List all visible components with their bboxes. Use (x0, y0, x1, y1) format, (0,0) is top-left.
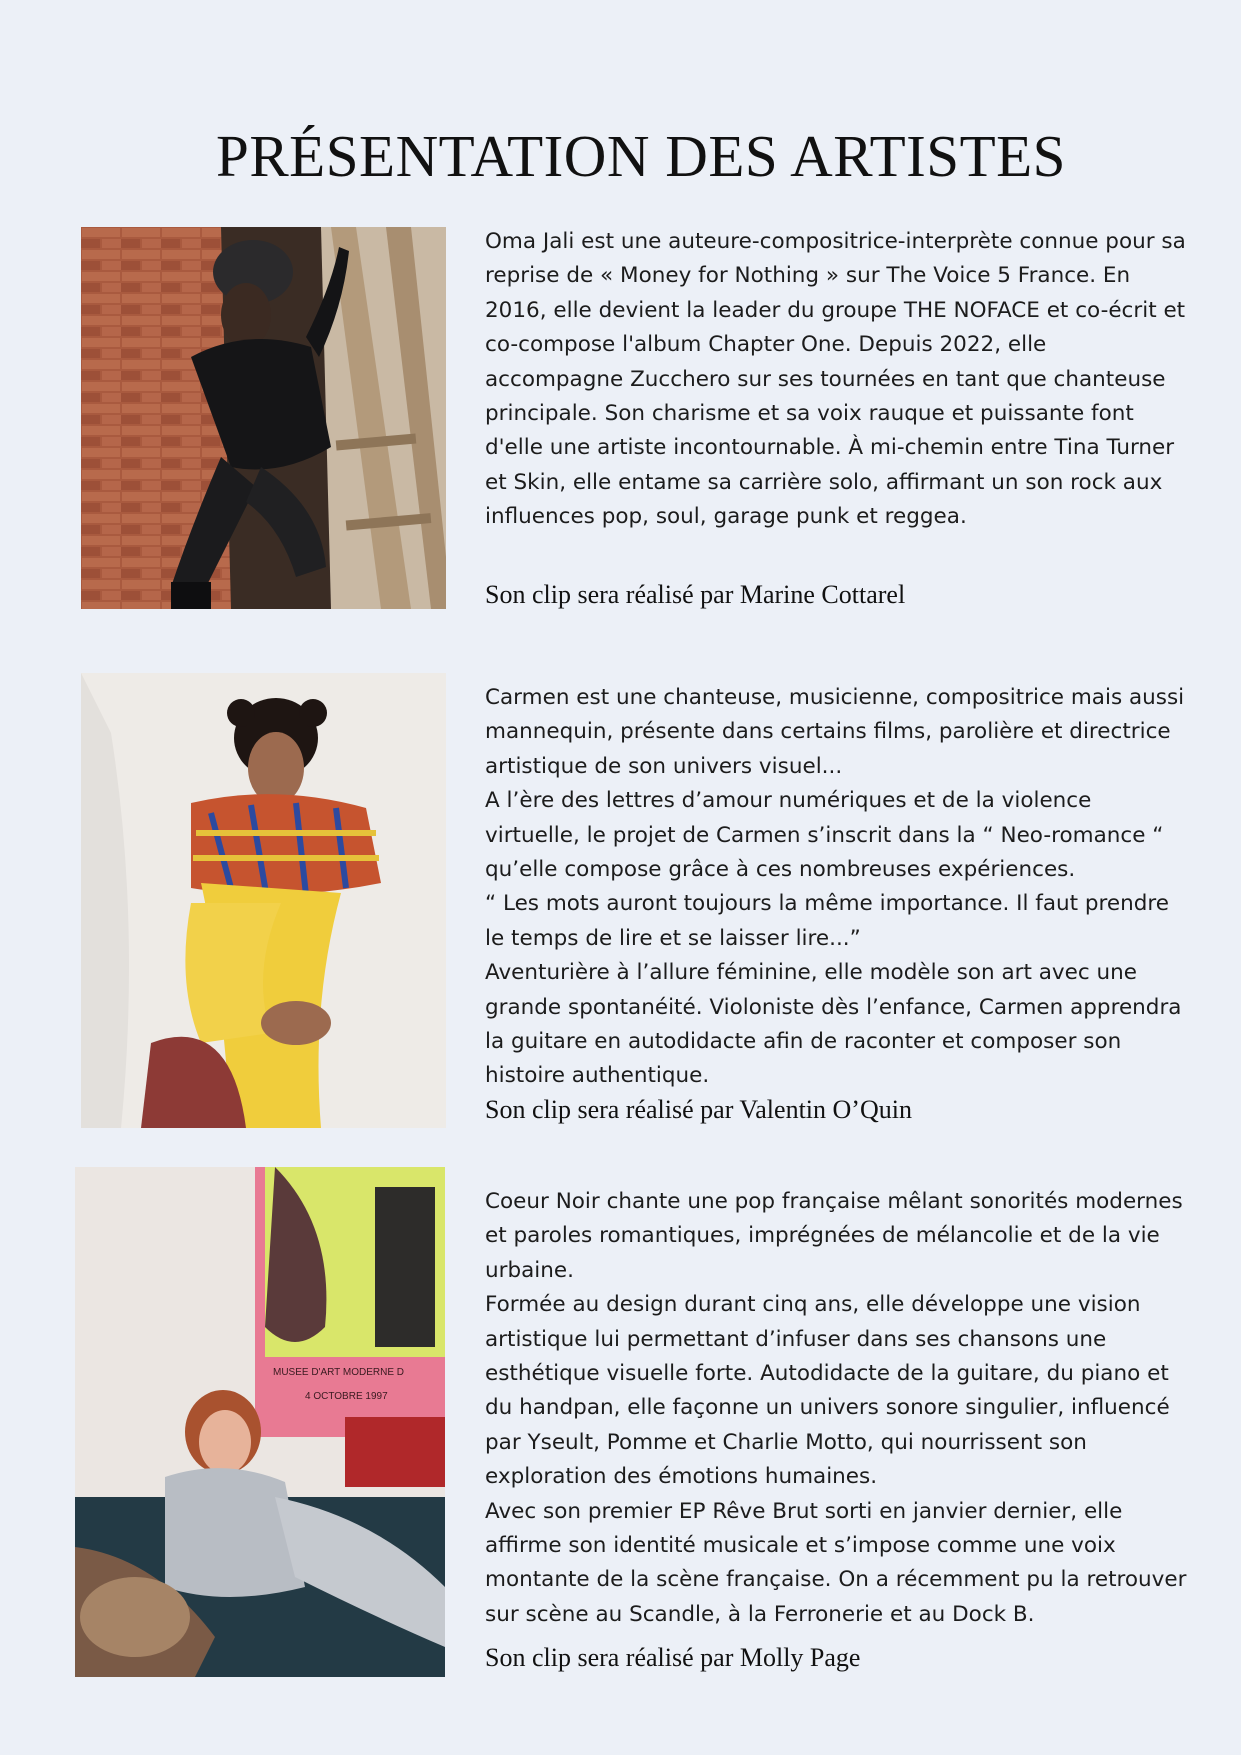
page-title: PRÉSENTATION DES ARTISTES (216, 123, 1066, 189)
clip-credit: Son clip sera réalisé par Molly Page (485, 1643, 861, 1672)
bio-paragraph: Aventurière à l’allure féminine, elle modèle son art avec une grande spontanéité. Violoniste dès l’enfance, Carmen apprendra la guitare en autodidacte afin de raconter et composer son histoire authentique. (485, 960, 1182, 1089)
artist-photo-illustration (81, 227, 446, 609)
artist-bio (485, 1185, 1190, 1632)
bio-paragraph: Coeur Noir chante une pop française mêlant sonorités modernes et paroles romantiques, imprégnées de mélancolie et de la vie urbaine. (485, 1189, 1183, 1283)
bio-paragraph: Oma Jali est une auteure-compositrice-interprète connue pour sa reprise de « Money for Nothing » sur The Voice 5 France. En 2016, elle devient la leader du groupe THE NOFACE et co-écrit et co-compose l'album Chapter One. Depuis 2022, elle accompagne Zucchero sur ses tournées en tant que chanteuse principale. Son charisme et sa voix rauque et puissante font d'elle une artiste incontournable. À mi-chemin entre Tina Turner et Skin, elle entame sa carrière solo, affirmant un son rock aux influences pop, soul, garage punk et reggea. (485, 229, 1186, 530)
artist-bio (485, 681, 1190, 1094)
bio-paragraph: Formée au design durant cinq ans, elle développe une vision artistique lui permettant d’infuser dans ses chansons une esthétique visuelle forte. Autodidacte de la guitare, du piano et du handpan, elle façonne un univers sonore singulier, influencé par Yseult, Pomme et Charlie Motto, qui nourrissent son exploration des émotions humaines. (485, 1292, 1170, 1490)
poster-text: 4 OCTOBRE 1997 (305, 1391, 388, 1402)
bio-paragraph: Avec son premier EP Rêve Brut sorti en janvier dernier, elle affirme son identité musicale et s’impose comme une voix montante de la scène française. On a récemment pu la retrouver sur scène au Scandle, à la Ferronerie et au Dock B. (485, 1498, 1187, 1627)
artist-photo-illustration (75, 1167, 445, 1677)
bio-paragraph: Carmen est une chanteuse, musicienne, compositrice mais aussi mannequin, présente dans certains films, parolière et directrice artistique de son univers visuel... (485, 685, 1185, 779)
artist-photo-carmen (81, 673, 446, 1128)
clip-credit: Son clip sera réalisé par Valentin O’Quin (485, 1095, 912, 1124)
artist-photo-oma-jali (81, 227, 446, 609)
poster-text: MUSEE D'ART MODERNE D (273, 1367, 405, 1378)
artist-photo-illustration (81, 673, 446, 1128)
clip-credit: Son clip sera réalisé par Marine Cottarel (485, 580, 906, 609)
artist-bio (485, 225, 1190, 535)
artist-photo-coeur-noir (75, 1167, 445, 1677)
bio-paragraph: A l’ère des lettres d’amour numériques et de la violence virtuelle, le projet de Carmen s’inscrit dans la “ Neo-romance “ qu’elle compose grâce à ces nombreuses expériences. (485, 788, 1164, 883)
bio-paragraph: “ Les mots auront toujours la même importance. Il faut prendre le temps de lire et se laisser lire...” (485, 891, 1170, 951)
